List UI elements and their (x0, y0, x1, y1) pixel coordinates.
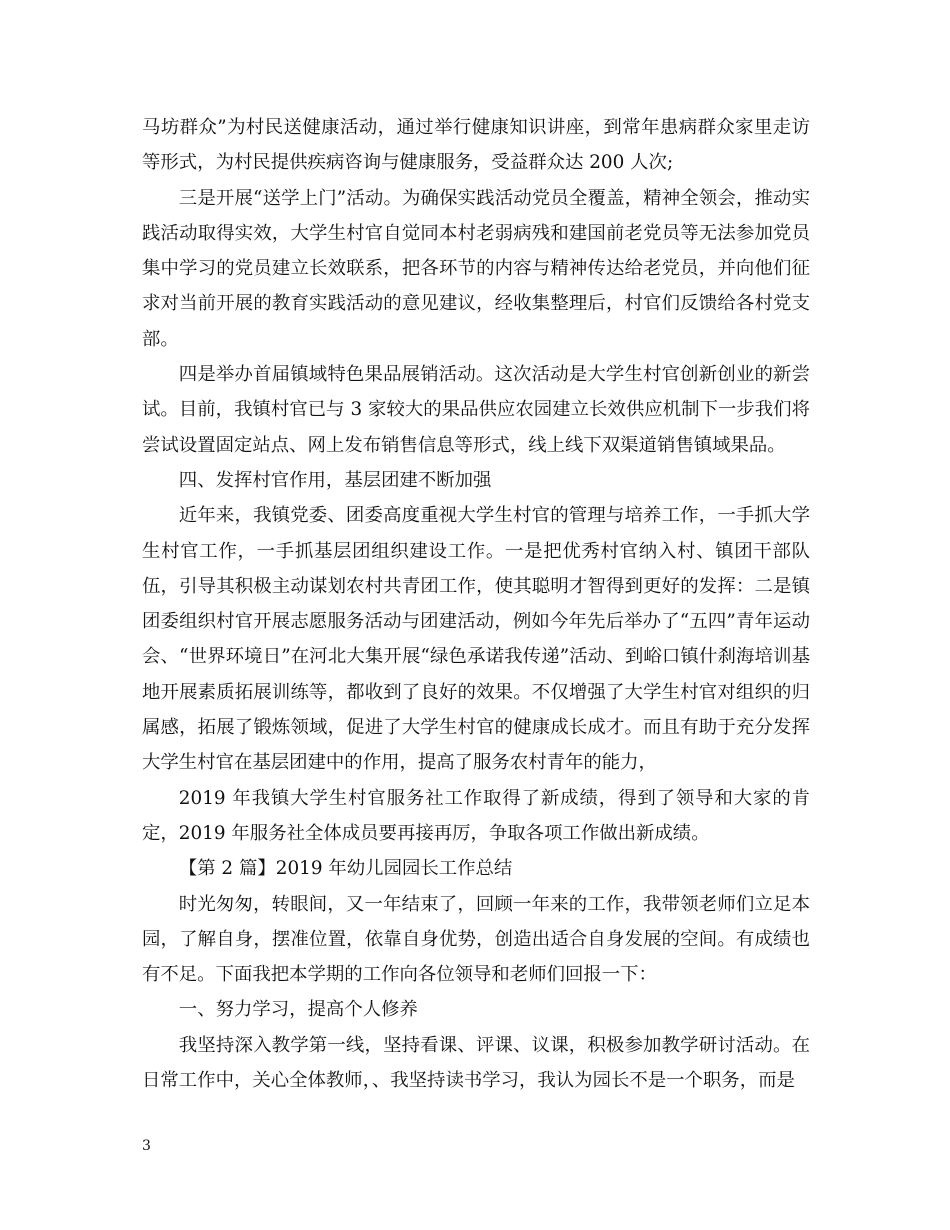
section-heading: 四、发挥村官作用，基层团建不断加强 (178, 469, 492, 491)
section-heading: 一、努力学习，提高个人修养 (178, 999, 418, 1021)
paragraph: 四是举办首届镇域特色果品展销活动。这次活动是大学生村官创新创业的新尝试。目前，我镇村官已与 3 家较大的果品供应农园建立长效供应机制下一步我们将尝试设置固定站点、网上发布销售信息等形式，线上线下双渠道销售镇域果品。 (142, 364, 810, 456)
paragraph-continued: 马坊群众”为村民送健康活动，通过举行健康知识讲座，到常年患病群众家里走访等形式，为村民提供疾病咨询与健康服务，受益群众达 200 人次; (142, 117, 810, 174)
paragraph: 我坚持深入教学第一线，坚持看课、评课、议课，积极参加教学研讨活动。在日常工作中，关心全体教师，、我坚持读书学习，我认为园长不是一个职务，而是 (142, 1034, 810, 1092)
document-body (142, 110, 810, 1098)
paragraph: 2019 年我镇大学生村官服务社工作取得了新成绩，得到了领导和大家的肯定，2019 年服务社全体成员要再接再厉，争取各项工作做出新成绩。 (142, 787, 810, 844)
paragraph: 时光匆匆，转眼间，又一年结束了，回顾一年来的工作，我带领老师们立足本园，了解自身，摆准位置，依靠自身优势，创造出适合自身发展的空间。有成绩也有不足。下面我把本学期的工作向各位领导和老师们回报一下： (142, 893, 810, 986)
page-number: 3 (142, 1138, 151, 1154)
paragraph: 近年来，我镇党委、团委高度重视大学生村官的管理与培养工作，一手抓大学生村官工作，一手抓基层团组织建设工作。一是把优秀村官纳入村、镇团干部队伍，引导其积极主动谋划农村共青团工作，使其聪明才智得到更好的发挥：二是镇团委组织村官开展志愿服务活动与团建活动，例如今年先后举办了“五四”青年运动会、“世界环境日”在河北大集开展“绿色承诺我传递”活动、到峪口镇什刹海培训基地开展素质拓展训练等，都收到了良好的效果。不仅增强了大学生村官对组织的归属感，拓展了锻炼领域，促进了大学生村官的健康成长成才。而且有助于充分发挥大学生村官在基层团建中的作用，提高了服务农村青年的能力， (142, 505, 810, 774)
article-title: 【第 2 篇】2019 年幼儿园园长工作总结 (178, 858, 513, 880)
paragraph: 三是开展“送学上门”活动。为确保实践活动党员全覆盖，精神全领会，推动实践活动取得实效，大学生村官自觉同本村老弱病残和建国前老党员等无法参加党员集中学习的党员建立长效联系，把各环节的内容与精神传达给老党员，并向他们征求对当前开展的教育实践活动的意见建议，经收集整理后，村官们反馈给各村党支部。 (142, 187, 810, 350)
